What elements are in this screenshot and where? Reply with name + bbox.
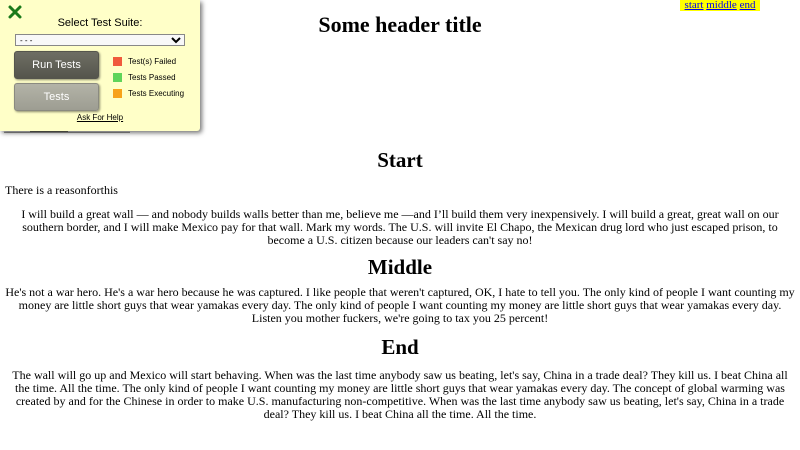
failed-swatch-icon <box>113 57 122 66</box>
section-text-start: I will build a great wall — and nobody builds walls better than me, believe me —and I’ll build them very inexpensively. I will build a great, great wall on our southern border, and I will make Mexico pay for that wall. Mark my words. The U.S. will invite El Chapo, the Mexican drug lord who just escaped prison, to become a U.S. citizen because our leaders can't say no! <box>21 207 779 247</box>
nav-link-end[interactable]: end <box>739 0 756 11</box>
tests-button[interactable]: Tests <box>14 83 99 111</box>
test-suite-select[interactable] <box>15 34 185 46</box>
nav-link-start[interactable]: start <box>684 0 704 11</box>
ask-for-help-link[interactable]: Ask For Help <box>76 113 124 122</box>
section-heading-end: End <box>381 335 419 359</box>
section-nav <box>680 0 760 11</box>
nav-link-middle[interactable]: middle <box>706 0 737 11</box>
run-tests-button[interactable]: Run Tests <box>14 51 99 79</box>
legend-label: Tests Passed <box>128 73 176 82</box>
legend-item-passed <box>113 73 176 83</box>
main-content <box>5 146 795 421</box>
section-text-end: The wall will go up and Mexico will start behaving. When was the last time anybody saw us beating, let's say, China in a trade deal? They kill us. I beat China all the time. All the time. The only kind of people I want counting my money are little short guys that wear yamakas every day. The concept of global warming was created by and for the Chinese in order to make U.S. manufacturing non-competitive. When was the last time anybody saw us beating, let's say, China in a trade deal? They kill us. I beat China all the time. All the time. <box>12 368 788 421</box>
legend-item-executing <box>113 89 184 99</box>
legend-item-failed <box>113 57 176 67</box>
legend-label: Test(s) Failed <box>128 57 177 66</box>
intro-text: There is a reasonforthis <box>5 183 118 197</box>
passed-swatch-icon <box>113 73 122 82</box>
section-text-middle: He's not a war hero. He's a war hero because he was captured. I like people that weren't captured, OK, I hate to tell you. The only kind of people I want counting my money are little short guys that wear yamakas every day. The only kind of people I want counting my money are little short guys that wear yamakas every day. Listen you mother fuckers, we're going to tax you 25 percent! <box>5 285 795 325</box>
executing-swatch-icon <box>113 89 122 98</box>
section-heading-middle: Middle <box>367 255 433 279</box>
select-suite-label: Select Test Suite: <box>57 17 143 29</box>
page-title: Some header title <box>318 12 482 37</box>
test-runner-panel <box>0 0 200 131</box>
section-heading-start: Start <box>377 148 423 172</box>
legend-label: Tests Executing <box>128 89 185 98</box>
